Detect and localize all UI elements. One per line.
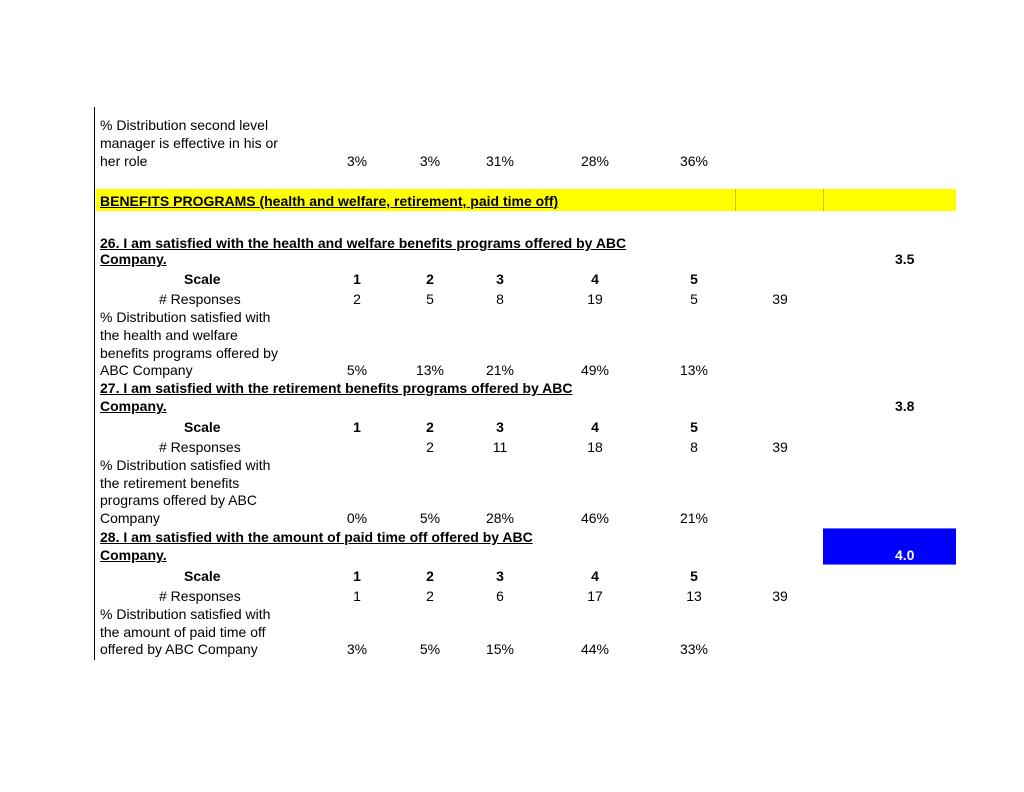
q26-resp-3: 8	[496, 291, 504, 307]
q28-resp-5: 13	[686, 588, 702, 604]
prev-dist-1: 3%	[346, 153, 368, 169]
q28-total: 39	[772, 588, 788, 604]
q28-responses-label: # Responses	[159, 588, 241, 604]
q26-dist-label-line-1: % Distribution satisfied with	[100, 309, 271, 325]
q28-dist-5: 33%	[679, 641, 709, 657]
q26-total: 39	[772, 291, 788, 307]
q27-title-line-2: Company.	[100, 398, 167, 414]
q26-responses-label: # Responses	[159, 291, 241, 307]
q27-resp-2: 2	[426, 439, 434, 455]
prev-dist-2: 3%	[419, 153, 441, 169]
q27-responses-label: # Responses	[159, 439, 241, 455]
q26-dist-1: 5%	[346, 362, 368, 378]
q26-resp-2: 5	[426, 291, 434, 307]
q28-average-highlight	[823, 528, 956, 565]
q28-dist-4: 44%	[580, 641, 610, 657]
q26-scale-2: 2	[426, 271, 434, 287]
q28-title-line-1: 28. I am satisfied with the amount of paid time off offered by ABC	[100, 529, 533, 545]
q26-dist-4: 49%	[580, 362, 610, 378]
q28-resp-2: 2	[426, 588, 434, 604]
q26-dist-label-line-2: the health and welfare	[100, 327, 238, 343]
q26-scale-5: 5	[690, 271, 698, 287]
prev-dist-3: 31%	[485, 153, 515, 169]
q27-resp-4: 18	[587, 439, 603, 455]
q27-title-line-1: 27. I am satisfied with the retirement benefits programs offered by ABC	[100, 380, 573, 396]
q27-scale-2: 2	[426, 419, 434, 435]
q26-dist-5: 13%	[679, 362, 709, 378]
q27-scale-3: 3	[496, 419, 504, 435]
q27-scale-label: Scale	[184, 419, 221, 435]
q26-dist-2: 13%	[415, 362, 445, 378]
q27-resp-5: 8	[690, 439, 698, 455]
q27-dist-label-line-3: programs offered by ABC	[100, 492, 257, 508]
q26-scale-3: 3	[496, 271, 504, 287]
q28-average: 4.0	[895, 547, 915, 563]
q27-dist-3: 28%	[485, 510, 515, 526]
q28-resp-4: 17	[587, 588, 603, 604]
q28-dist-label-line-3: offered by ABC Company	[100, 641, 258, 657]
q28-dist-label-line-1: % Distribution satisfied with	[100, 606, 271, 622]
q26-title-line-2: Company.	[100, 251, 167, 267]
left-border-line	[94, 107, 95, 660]
q27-resp-3: 11	[492, 439, 508, 455]
q28-scale-label: Scale	[184, 568, 221, 584]
q28-scale-2: 2	[426, 568, 434, 584]
q28-dist-label-line-2: the amount of paid time off	[100, 624, 266, 640]
prev-dist-label-line-2: manager is effective in his or	[100, 135, 278, 151]
q27-dist-5: 21%	[679, 510, 709, 526]
q26-scale-4: 4	[591, 271, 599, 287]
prev-dist-label-line-3: her role	[100, 153, 148, 169]
prev-dist-5: 36%	[679, 153, 709, 169]
q28-dist-2: 5%	[419, 641, 441, 657]
q26-dist-label-line-3: benefits programs offered by	[100, 345, 278, 361]
q27-dist-label-line-1: % Distribution satisfied with	[100, 457, 271, 473]
grid-line	[735, 189, 736, 211]
section-header: BENEFITS PROGRAMS (health and welfare, retirement, paid time off)	[100, 193, 559, 209]
q27-dist-2: 5%	[419, 510, 441, 526]
q28-scale-3: 3	[496, 568, 504, 584]
q27-dist-label-line-4: Company	[100, 510, 160, 526]
q26-resp-4: 19	[587, 291, 603, 307]
q28-dist-1: 3%	[346, 641, 368, 657]
q27-scale-1: 1	[353, 419, 361, 435]
q27-scale-4: 4	[591, 419, 599, 435]
q26-resp-5: 5	[690, 291, 698, 307]
q27-total: 39	[772, 439, 788, 455]
q28-dist-3: 15%	[485, 641, 515, 657]
q27-scale-5: 5	[690, 419, 698, 435]
prev-dist-label-line-1: % Distribution second level	[100, 117, 269, 133]
q28-scale-5: 5	[690, 568, 698, 584]
q28-title-line-2: Company.	[100, 547, 167, 563]
q28-resp-1: 1	[353, 588, 361, 604]
q27-average: 3.8	[895, 398, 915, 414]
q26-resp-1: 2	[353, 291, 361, 307]
q26-scale-label: Scale	[184, 271, 221, 287]
q28-scale-1: 1	[353, 568, 361, 584]
q27-dist-label-line-2: the retirement benefits	[100, 475, 240, 491]
q26-dist-3: 21%	[485, 362, 515, 378]
q26-average: 3.5	[895, 251, 915, 267]
q27-dist-4: 46%	[580, 510, 610, 526]
q28-resp-3: 6	[496, 588, 504, 604]
grid-line	[823, 189, 824, 211]
section-header-band	[96, 189, 956, 211]
q26-dist-label-line-4: ABC Company	[100, 362, 193, 378]
prev-dist-4: 28%	[580, 153, 610, 169]
q26-title-line-1: 26. I am satisfied with the health and welfare benefits programs offered by ABC	[100, 235, 627, 251]
q28-scale-4: 4	[591, 568, 599, 584]
q27-dist-1: 0%	[346, 510, 368, 526]
q26-scale-1: 1	[353, 271, 361, 287]
